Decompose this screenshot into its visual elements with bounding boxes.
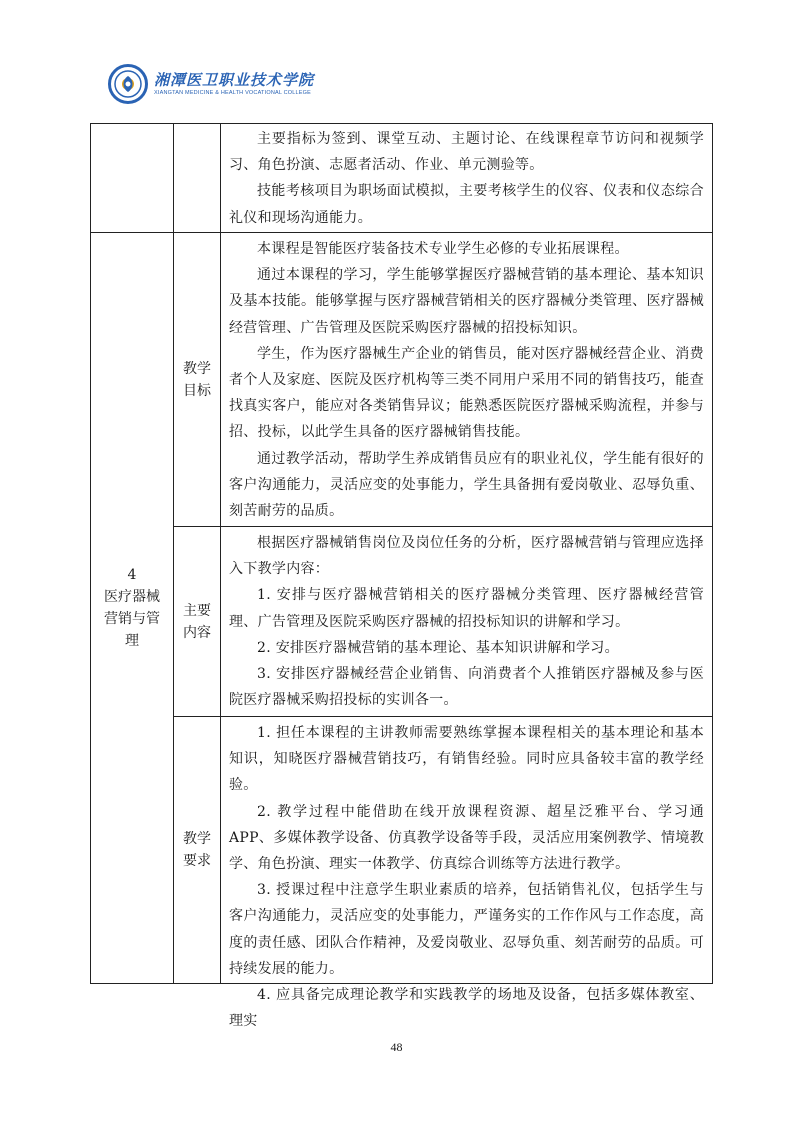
- course-name-cell: [91, 233, 174, 984]
- college-name-en: XIANGTAN MEDICINE & HEALTH VOCATIONAL COLLEGE: [154, 90, 312, 96]
- table-row: [91, 233, 713, 527]
- paragraph: 1. 安排与医疗器械营销相关的医疗器械分类管理、医疗器械经营管理、广告管理及医院采购医疗器械的招投标知识的讲解和学习。: [229, 587, 704, 630]
- table-row: [91, 527, 713, 717]
- content-cell: [221, 233, 713, 527]
- table-row: [91, 717, 713, 984]
- paragraph: 通过教学活动，帮助学生养成销售员应有的职业礼仪，学生能有很好的客户沟通能力，灵活应变的处事能力，学生具备拥有爱岗敬业、忍辱负重、刻苦耐劳的品质。: [229, 450, 704, 520]
- row-label-cell: [174, 527, 221, 717]
- paragraph: 3. 授课过程中注意学生职业素质的培养，包括销售礼仪，包括学生与客户沟通能力，灵活应变的处事能力，严谨务实的工作作风与工作态度，高度的责任感、团队合作精神，及爱岗敬业、忍辱负重、刻苦耐劳的品质。可持续发展的能力。: [229, 882, 704, 977]
- course-cell-continued: [91, 124, 174, 233]
- paragraph: 2. 教学过程中能借助在线开放课程资源、超星泛雅平台、学习通 APP、多媒体教学设备、仿真教学设备等手段，灵活应用案例教学、情境教学、角色扮演、理实一体教学、仿真综合训练等方法进行教学。: [229, 803, 704, 873]
- content-cell: [221, 124, 713, 233]
- paragraph: 技能考核项目为职场面试模拟，主要考核学生的仪容、仪表和仪态综合礼仪和现场沟通能力。: [229, 183, 704, 226]
- label-cell-continued: [174, 124, 221, 233]
- paragraph: 本课程是智能医疗装备技术专业学生必修的专业拓展课程。: [257, 241, 629, 257]
- college-name-cn: 湘潭医卫职业技术学院: [154, 71, 315, 89]
- row-label: 教学: [183, 360, 211, 377]
- paragraph: 根据医疗器械销售岗位及岗位任务的分析，医疗器械营销与管理应选择入下教学内容：: [229, 535, 704, 578]
- paragraph: 1. 担任本课程的主讲教师需要熟练掌握本课程相关的基本理论和基本知识，知晓医疗器械营销技巧，有销售经验。同时应具备较丰富的教学经验。: [229, 725, 704, 794]
- course-name-line: 医疗器械: [104, 589, 160, 605]
- paragraph: 2. 安排医疗器械营销的基本理论、基本知识讲解和学习。: [257, 639, 619, 656]
- row-label-cell: [174, 717, 221, 984]
- paragraph: 主要指标为签到、课堂互动、主题讨论、在线课程章节访问和视频学习、角色扮演、志愿者活动、作业、单元测验等。: [229, 131, 704, 174]
- row-label: 主要: [183, 602, 211, 619]
- page-number: 48: [390, 1040, 403, 1054]
- paragraph: 3. 安排医疗器械经营企业销售、向消费者个人推销医疗器械及参与医院医疗器械采购招投标的实训各一。: [229, 666, 704, 709]
- course-table: [90, 123, 713, 1030]
- content-cell: [221, 527, 713, 717]
- row-label-cell: [174, 233, 221, 527]
- content-cell: [221, 717, 713, 1030]
- course-name-line: 理: [125, 633, 139, 649]
- row-label: 教学: [183, 831, 211, 847]
- college-logo: [108, 64, 314, 104]
- paragraph: 通过本课程的学习，学生能够掌握医疗器械营销的基本理论、基本知识及基本技能。能够掌握与医疗器械营销相关的医疗器械分类管理、医疗器械经营管理、广告管理及医院采购医疗器械的招投标知识。: [229, 267, 704, 336]
- row-label: 内容: [183, 624, 211, 641]
- table-row: [91, 124, 713, 233]
- course-number: 4: [127, 567, 137, 583]
- row-label: 目标: [183, 382, 211, 399]
- college-emblem-icon: [108, 64, 148, 104]
- row-label: 要求: [183, 853, 211, 869]
- paragraph: 4. 应具备完成理论教学和实践教学的场地及设备，包括多媒体教室、理实: [229, 987, 704, 1030]
- course-name-line: 营销与管: [104, 611, 160, 627]
- paragraph: 学生，作为医疗器械生产企业的销售员，能对医疗器械经营企业、消费者个人及家庭、医院及医疗机构等三类不同用户采用不同的销售技巧，能查找真实客户，能应对各类销售异议；能熟悉医院医疗器械采购流程，并参与招、投标，以此学生具备的医疗器械销售技能。: [229, 345, 704, 441]
